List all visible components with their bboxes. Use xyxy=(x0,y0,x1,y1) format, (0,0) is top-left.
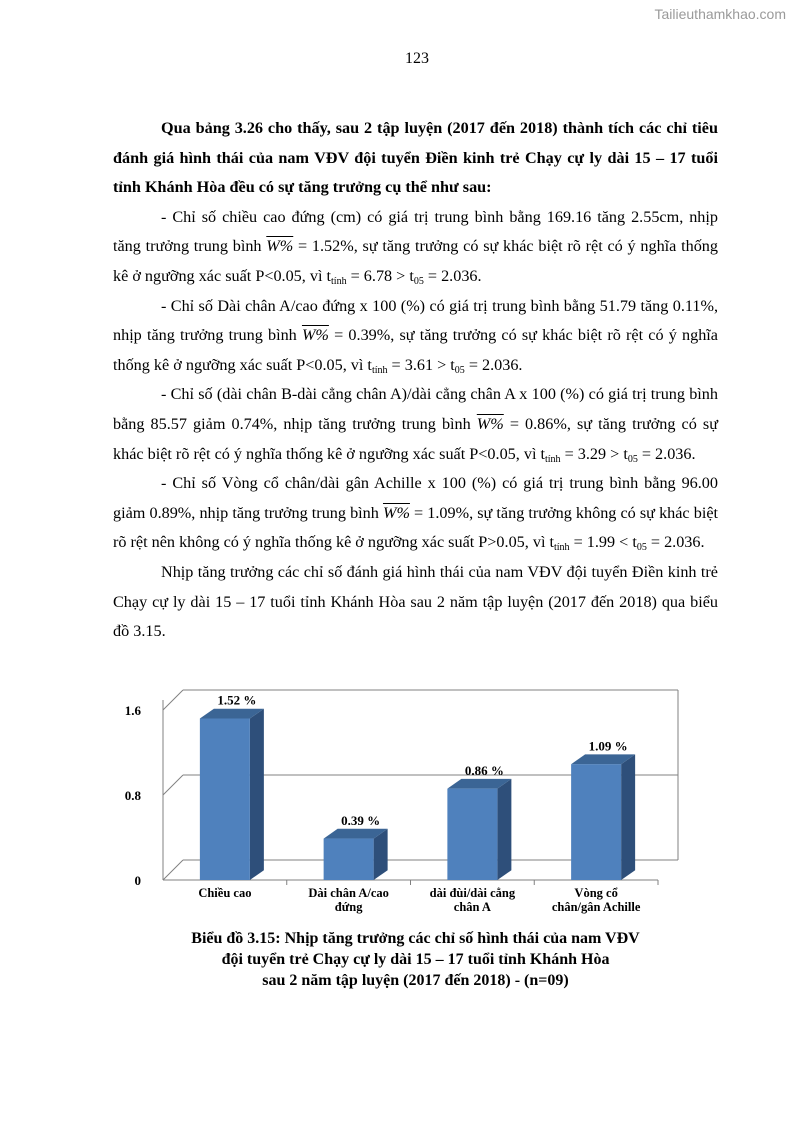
gridline-side xyxy=(163,690,183,710)
bar-side xyxy=(250,709,264,880)
closing-paragraph: Nhịp tăng trưởng các chỉ số đánh giá hình thái của nam VĐV đội tuyển Điền kinh trẻ Chạy cự ly dài 15 – 17 tuổi tỉnh Khánh Hòa sau 2 năm tập luyện (2017 đến 2018) qua biểu đồ 3.15. xyxy=(113,562,718,641)
y-tick-label: 0.8 xyxy=(124,788,141,803)
page-number: 123 xyxy=(405,50,429,67)
bar xyxy=(447,789,497,880)
body-text xyxy=(113,114,718,647)
data-label: 0.39 % xyxy=(341,812,381,828)
bar xyxy=(324,839,374,880)
category-label: dài đùi/dài cẳng xyxy=(429,886,516,900)
bar xyxy=(571,764,621,880)
figure-caption: Biểu đồ 3.15: Nhịp tăng trưởng các chỉ số hình thái của nam VĐV đội tuyển trẻ Chạy cự ly dài 15 – 17 tuổi tỉnh Khánh Hòa sau 2 năm tập luyện (2017 đến 2018) - (n=09) xyxy=(191,930,640,989)
category-label: đứng xyxy=(334,900,363,914)
category-label: chân/gân Achille xyxy=(551,900,641,914)
data-label: 1.52 % xyxy=(217,692,257,708)
category-label: Chiều cao xyxy=(198,886,252,900)
floor-left-edge xyxy=(163,860,183,880)
paragraph-thigh-ratio: - Chỉ số (dài chân B-dài cẳng chân A)/dài cẳng chân A x 100 (%) có giá trị trung bình bằng 85.57 giảm 0.74%, nhịp tăng trưởng trung bình W% = 0.86%, sự tăng trưởng có sự khác biệt rõ rệt có ý nghĩa thống kê ở ngưỡng xác suất P<0.05, vì $t_{tính} = 3.29 > t_{05} = 2.036$. xyxy=(113,385,718,465)
paragraph-leg-ratio: - Chỉ số Dài chân A/cao đứng x 100 (%) có giá trị trung bình bằng 51.79 tăng 0.11%, nhịp tăng trưởng trung bình W% = 0.39%, sự tăng trưởng có sự khác biệt rõ rệt có ý nghĩa thống kê ở ngưỡng xác suất P<0.05, vì $t_{tính} = 3.61 > t_{05} = 2.036$. xyxy=(113,296,718,376)
data-label: 1.09 % xyxy=(588,738,628,754)
watermark: Tailieuthamkhao.com xyxy=(654,6,786,22)
gridline-side xyxy=(163,775,183,795)
growth-bar-chart xyxy=(113,680,713,920)
bar-side xyxy=(497,779,511,880)
paragraph-ankle-ratio: - Chỉ số Vòng cổ chân/dài gân Achille x 100 (%) có giá trị trung bình bằng 96.00 giảm 0.89%, nhịp tăng trưởng trung bình W% = 1.09%, sự tăng trưởng không có sự khác biệt rõ rệt nên không có ý nghĩa thống kê ở ngưỡng xác suất P>0.05, vì $t_{tính} = 1.99 < t_{05} = 2.036$. xyxy=(113,474,719,554)
bar-side xyxy=(621,754,635,880)
y-tick-label: 0 xyxy=(134,873,141,888)
paragraph-height: - Chỉ số chiều cao đứng (cm) có giá trị trung bình bằng 169.16 tăng 2.55cm, nhịp tăng trưởng trung bình W% = 1.52%, sự tăng trưởng có sự khác biệt rõ rệt có ý nghĩa thống kê ở ngưỡng xác suất P<0.05, vì $t_{tính} = 6.78 > t_{05} = 2.036$. xyxy=(113,207,718,287)
category-label: Dài chân A/cao xyxy=(308,886,389,900)
intro-paragraph: Qua bảng 3.26 cho thấy, sau 2 tập luyện (2017 đến 2018) thành tích các chỉ tiêu đánh giá hình thái của nam VĐV đội tuyển Điền kinh trẻ Chạy cự ly dài 15 – 17 tuổi tỉnh Khánh Hòa đều có sự tăng trưởng cụ thể như sau: xyxy=(113,119,718,197)
data-label: 0.86 % xyxy=(464,762,504,778)
bar xyxy=(200,719,250,881)
category-label: Vòng cổ xyxy=(574,886,618,900)
y-tick-label: 1.6 xyxy=(124,703,141,718)
category-label: chân A xyxy=(453,900,491,914)
